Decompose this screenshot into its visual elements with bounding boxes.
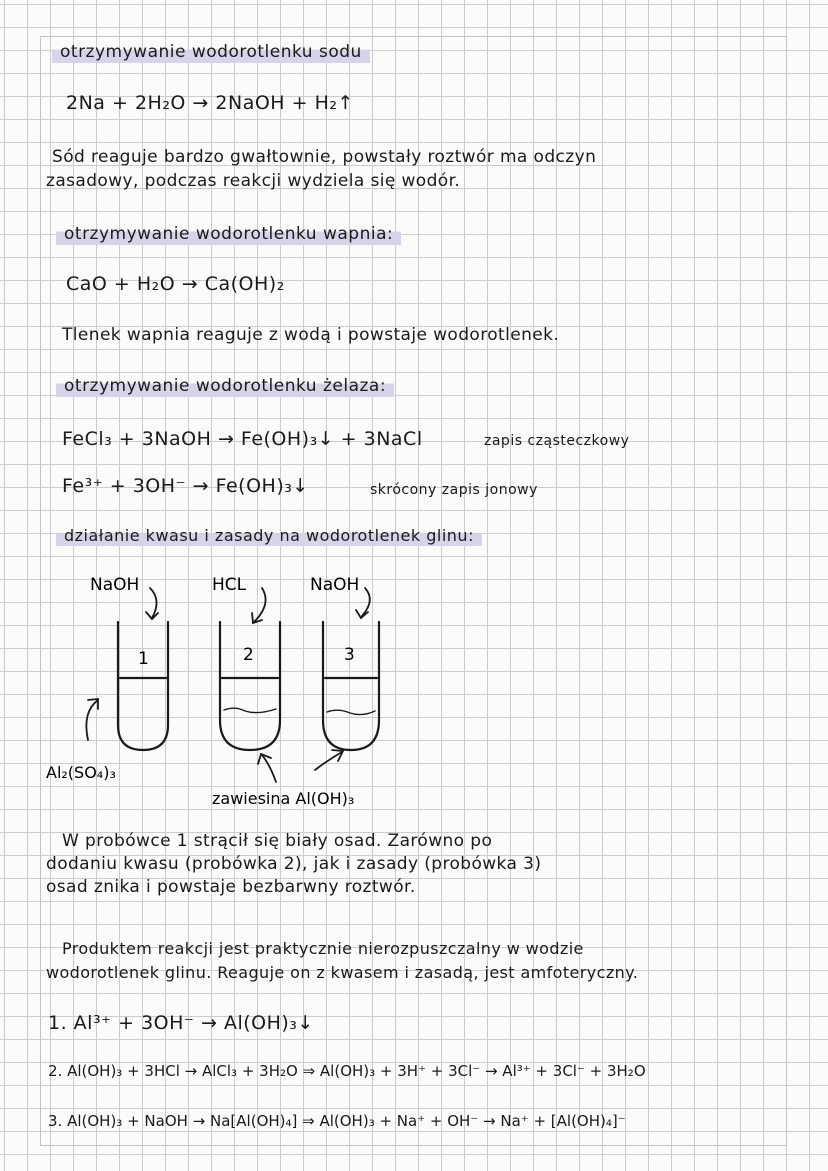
paragraph1-line1: W probówce 1 strącił się biały osad. Zarówno po — [62, 831, 493, 851]
arrow-tube2 — [252, 588, 266, 623]
label-tube2-number: 2 — [243, 645, 254, 665]
test-tube-diagram — [40, 560, 460, 820]
arrow-suspension-3 — [315, 750, 343, 770]
paragraph1-line3: osad znika i powstaje bezbarwny roztwór. — [46, 877, 416, 897]
text-sodium-line2: zasadowy, podczas reakcji wydziela się wodór. — [46, 171, 461, 191]
heading-aluminium-hydroxide: działanie kwasu i zasady na wodorotlenek glinu: — [56, 526, 482, 547]
suspension-layer-2 — [224, 708, 276, 712]
label-salt: Al₂(SO₄)₃ — [46, 763, 116, 782]
label-tube3-number: 3 — [344, 645, 355, 665]
test-tube-1 — [118, 622, 168, 750]
label-suspension: zawiesina Al(OH)₃ — [212, 789, 355, 808]
equation-calcium-oxide-water: CaO + H₂O → Ca(OH)₂ — [66, 273, 285, 295]
arrow-suspension-2 — [258, 754, 276, 782]
label-tube1-number: 1 — [138, 649, 149, 669]
heading-calcium-hydroxide: otrzymywanie wodorotlenku wapnia: — [56, 224, 401, 246]
paragraph1-line2: dodaniu kwasu (probówka 2), jak i zasady (probówka 3) — [46, 854, 542, 874]
heading-sodium-hydroxide: otrzymywanie wodorotlenku sodu — [52, 42, 370, 64]
note-short-ionic-notation: skrócony zapis jonowy — [370, 482, 538, 498]
reaction-3: 3. Al(OH)₃ + NaOH → Na[Al(OH)₄] ⇒ Al(OH)₃ + Na⁺ + OH⁻ → Na⁺ + [Al(OH)₄]⁻ — [48, 1112, 626, 1130]
equation-sodium-water: 2Na + 2H₂O → 2NaOH + H₂↑ — [66, 92, 354, 114]
heading-iron-hydroxide: otrzymywanie wodorotlenku żelaza: — [56, 376, 394, 398]
test-tube-3 — [323, 622, 379, 750]
paragraph2-line1: Produktem reakcji jest praktycznie nierozpuszczalny w wodzie — [62, 939, 584, 958]
label-tube1-reagent: NaOH — [90, 575, 140, 595]
test-tube-2 — [220, 622, 280, 750]
arrow-tube1 — [146, 588, 158, 619]
suspension-layer-3 — [327, 710, 375, 714]
text-calcium: Tlenek wapnia reaguje z wodą i powstaje wodorotlenek. — [62, 325, 560, 345]
reaction-1: 1. Al³⁺ + 3OH⁻ → Al(OH)₃↓ — [48, 1012, 314, 1034]
text-sodium-line1: Sód reaguje bardzo gwałtownie, powstały roztwór ma odczyn — [52, 147, 597, 167]
reaction-2: 2. Al(OH)₃ + 3HCl → AlCl₃ + 3H₂O ⇒ Al(OH)₃ + 3H⁺ + 3Cl⁻ → Al³⁺ + 3Cl⁻ + 3H₂O — [48, 1062, 646, 1080]
equation-iron-ionic: Fe³⁺ + 3OH⁻ → Fe(OH)₃↓ — [62, 475, 309, 497]
paragraph2-line2: wodorotlenek glinu. Reaguje on z kwasem i zasadą, jest amfoteryczny. — [46, 963, 639, 982]
note-molecular-notation: zapis cząsteczkowy — [484, 433, 630, 449]
label-tube3-reagent: NaOH — [310, 575, 360, 595]
label-tube2-reagent: HCL — [212, 575, 247, 595]
equation-iron-molecular: FeCl₃ + 3NaOH → Fe(OH)₃↓ + 3NaCl — [62, 428, 423, 450]
arrow-salt — [86, 699, 98, 740]
